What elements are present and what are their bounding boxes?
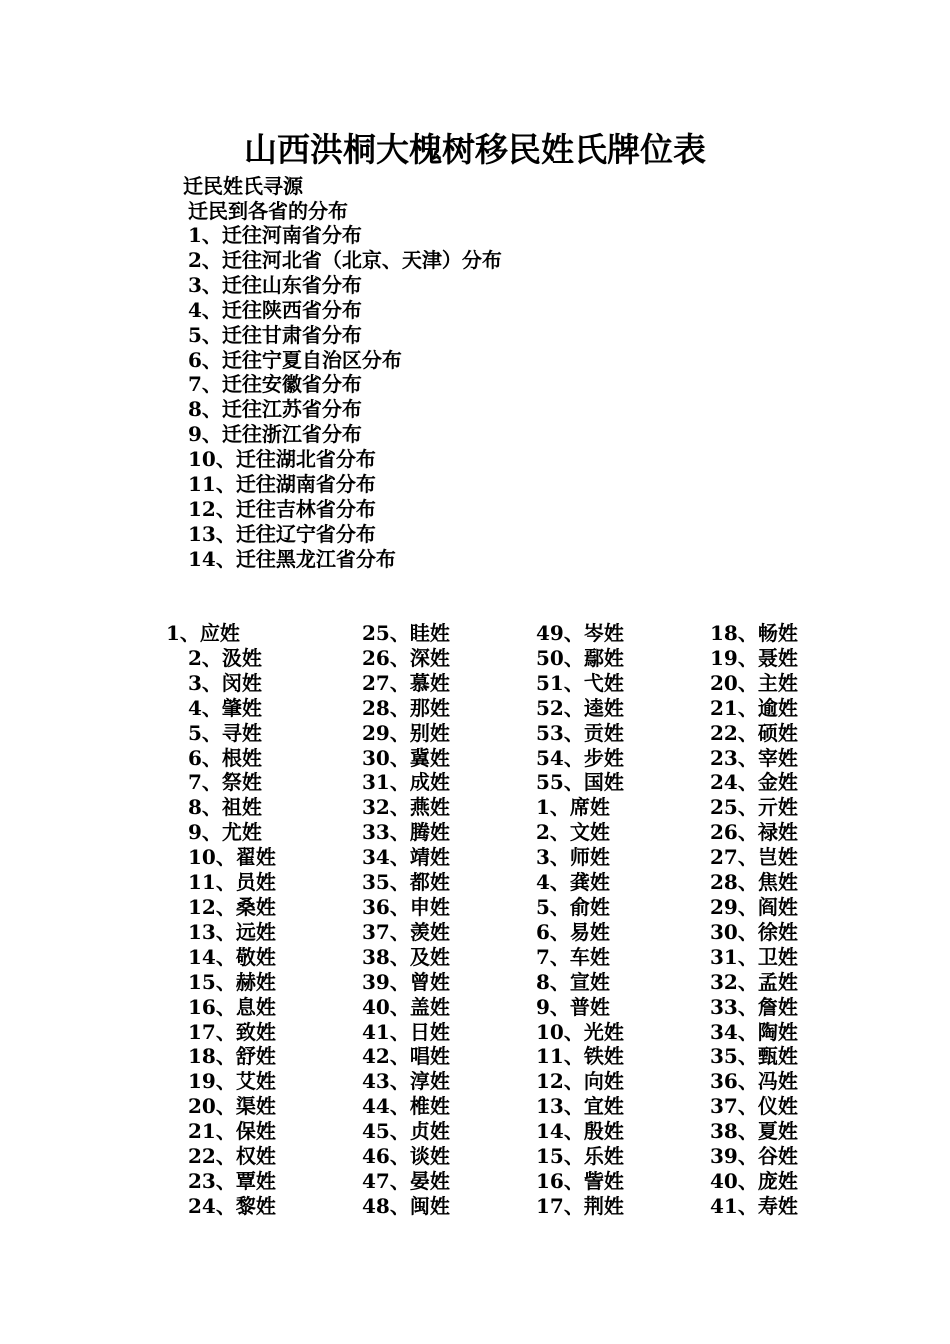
surname-entry: 19、艾姓 [188, 1069, 276, 1094]
surname-entry: 19、聂姓 [710, 645, 798, 670]
surname-entry: 37、羡姓 [362, 919, 450, 944]
surname-entry: 32、孟姓 [710, 969, 798, 994]
toc-item: 5、迁往甘肃省分布 [188, 322, 362, 347]
surname-entry: 34、靖姓 [362, 845, 450, 870]
surname-entry: 54、步姓 [536, 745, 624, 770]
toc-item: 12、迁往吉林省分布 [188, 496, 376, 521]
surname-entry: 33、腾姓 [362, 820, 450, 845]
surname-entry: 39、谷姓 [710, 1144, 798, 1169]
surname-column-2 [362, 621, 450, 1219]
surname-column-3 [536, 621, 624, 1219]
toc-item: 11、迁往湖南省分布 [188, 472, 376, 497]
surname-entry: 8、祖姓 [188, 795, 262, 820]
surname-entry: 11、铁姓 [536, 1044, 624, 1069]
toc-item: 3、迁往山东省分布 [188, 272, 362, 297]
surname-entry: 10、翟姓 [188, 845, 276, 870]
surname-entry: 11、员姓 [188, 870, 276, 895]
surname-entry: 12、桑姓 [188, 894, 276, 919]
surname-entry: 48、闽姓 [362, 1193, 450, 1218]
surname-entry: 4、肇姓 [188, 695, 262, 720]
surname-entry: 24、黎姓 [188, 1193, 276, 1218]
surname-entry: 46、谈姓 [362, 1144, 450, 1169]
surname-entry: 14、敬姓 [188, 944, 276, 969]
surname-entry: 41、寿姓 [710, 1193, 798, 1218]
surname-entry: 27、慕姓 [362, 670, 450, 695]
surname-entry: 3、闵姓 [188, 670, 262, 695]
toc-item: 2、迁往河北省（北京、天津）分布 [188, 247, 502, 272]
surname-entry: 6、易姓 [536, 919, 610, 944]
surname-entry: 40、庞姓 [710, 1168, 798, 1193]
toc-item: 9、迁往浙江省分布 [188, 422, 362, 447]
surname-entry: 22、权姓 [188, 1144, 276, 1169]
surname-entry: 26、禄姓 [710, 820, 798, 845]
surname-entry: 38、夏姓 [710, 1119, 798, 1144]
surname-entry: 29、别姓 [362, 720, 450, 745]
surname-entry: 30、徐姓 [710, 919, 798, 944]
surname-entry: 39、曾姓 [362, 969, 450, 994]
toc-item: 13、迁往辽宁省分布 [188, 521, 376, 546]
surname-entry: 23、宰姓 [710, 745, 798, 770]
surname-entry: 44、椎姓 [362, 1094, 450, 1119]
surname-entry: 36、冯姓 [710, 1069, 798, 1094]
surname-entry: 34、陶姓 [710, 1019, 798, 1044]
surname-entry: 47、晏姓 [362, 1168, 450, 1193]
surname-entry: 28、焦姓 [710, 870, 798, 895]
surname-entry: 18、畅姓 [710, 621, 798, 645]
surname-entry: 1、应姓 [166, 621, 240, 645]
surname-entry: 38、及姓 [362, 944, 450, 969]
toc-item: 14、迁往黑龙江省分布 [188, 546, 396, 571]
surname-entry: 49、岑姓 [536, 621, 624, 645]
surname-entry: 15、赫姓 [188, 969, 276, 994]
surname-entry: 16、訾姓 [536, 1168, 624, 1193]
surname-entry: 2、文姓 [536, 820, 610, 845]
surname-entry: 16、息姓 [188, 994, 276, 1019]
surname-entry: 7、车姓 [536, 944, 610, 969]
surname-entry: 43、淳姓 [362, 1069, 450, 1094]
surname-entry: 26、深姓 [362, 645, 450, 670]
heading-surname-origin: 迁民姓氏寻源 [183, 174, 303, 198]
surname-entry: 29、阎姓 [710, 894, 798, 919]
surname-entry: 55、国姓 [536, 770, 624, 795]
surname-entry: 22、硕姓 [710, 720, 798, 745]
surname-entry: 50、鄢姓 [536, 645, 624, 670]
toc-item: 8、迁往江苏省分布 [188, 397, 362, 422]
surname-entry: 9、普姓 [536, 994, 610, 1019]
toc-item: 7、迁往安徽省分布 [188, 372, 362, 397]
surname-entry: 36、申姓 [362, 894, 450, 919]
toc-item: 4、迁往陕西省分布 [188, 297, 362, 322]
surname-entry: 25、眭姓 [362, 621, 450, 645]
surname-entry: 41、日姓 [362, 1019, 450, 1044]
surname-entry: 40、盖姓 [362, 994, 450, 1019]
surname-entry: 35、甄姓 [710, 1044, 798, 1069]
toc-item: 10、迁往湖北省分布 [188, 447, 376, 472]
surname-entry: 7、祭姓 [188, 770, 262, 795]
toc-list [188, 223, 502, 572]
surname-entry: 17、荆姓 [536, 1193, 624, 1218]
surname-entry: 21、逾姓 [710, 695, 798, 720]
surname-entry: 27、岂姓 [710, 845, 798, 870]
surname-entry: 3、师姓 [536, 845, 610, 870]
heading-province-distribution: 迁民到各省的分布 [188, 199, 348, 223]
surname-entry: 18、舒姓 [188, 1044, 276, 1069]
surname-entry: 21、保姓 [188, 1119, 276, 1144]
surname-entry: 28、那姓 [362, 695, 450, 720]
surname-entry: 8、宣姓 [536, 969, 610, 994]
surname-entry: 5、寻姓 [188, 720, 262, 745]
surname-entry: 35、都姓 [362, 870, 450, 895]
surname-entry: 13、远姓 [188, 919, 276, 944]
surname-entry: 10、光姓 [536, 1019, 624, 1044]
surname-entry: 20、渠姓 [188, 1094, 276, 1119]
toc-item: 6、迁往宁夏自治区分布 [188, 347, 402, 372]
surname-entry: 53、贡姓 [536, 720, 624, 745]
surname-entry: 30、冀姓 [362, 745, 450, 770]
surname-entry: 1、席姓 [536, 795, 610, 820]
surname-entry: 24、金姓 [710, 770, 798, 795]
surname-entry: 45、贞姓 [362, 1119, 450, 1144]
surname-entry: 17、致姓 [188, 1019, 276, 1044]
surname-entry: 5、俞姓 [536, 894, 610, 919]
surname-entry: 4、龚姓 [536, 870, 610, 895]
surname-entry: 12、向姓 [536, 1069, 624, 1094]
surname-entry: 9、尤姓 [188, 820, 262, 845]
surname-entry: 2、汲姓 [188, 645, 262, 670]
toc-item: 1、迁往河南省分布 [188, 223, 362, 247]
surname-entry: 13、宜姓 [536, 1094, 624, 1119]
surname-entry: 42、唱姓 [362, 1044, 450, 1069]
surname-column-4 [710, 621, 798, 1219]
surname-entry: 31、成姓 [362, 770, 450, 795]
surname-entry: 32、燕姓 [362, 795, 450, 820]
surname-entry: 31、卫姓 [710, 944, 798, 969]
surname-entry: 14、殷姓 [536, 1119, 624, 1144]
surname-column-1 [166, 621, 276, 1219]
surname-entry: 33、詹姓 [710, 994, 798, 1019]
surname-entry: 25、亓姓 [710, 795, 798, 820]
surname-entry: 6、根姓 [188, 745, 262, 770]
surname-entry: 51、弋姓 [536, 670, 624, 695]
surname-entry: 15、乐姓 [536, 1144, 624, 1169]
surname-entry: 37、仪姓 [710, 1094, 798, 1119]
surname-entry: 52、逵姓 [536, 695, 624, 720]
surname-entry: 23、覃姓 [188, 1168, 276, 1193]
surname-entry: 20、主姓 [710, 670, 798, 695]
page-title: 山西洪桐大槐树移民姓氏牌位表 [244, 130, 706, 169]
